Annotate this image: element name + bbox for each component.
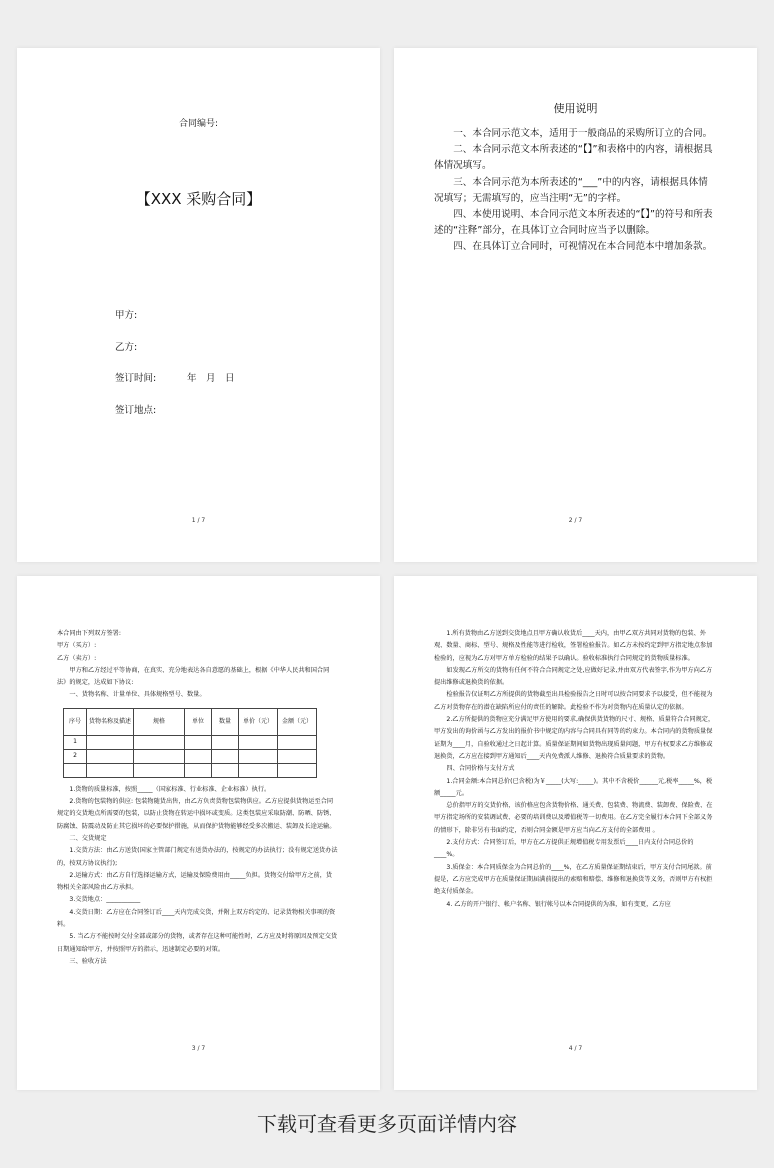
contract-paragraph: 1.合同金额:本合同总价(已含税)为￥_____(大写:_____)。其中不含税价______元,税率_____%，税额_____元。 [434,777,713,797]
table-cell [212,735,239,749]
table-cell [239,763,278,777]
contract-paragraph: 4.交货日期：乙方应在合同签订后____天内完成交货，并附上双方约定的、记录货物相关事项的资料。 [57,908,336,929]
intro-line: 本合同由下列双方签署: [57,630,121,637]
contract-paragraph: 2.运输方式：由乙方自行选择运输方式，运输及保险费用由_____负担。货物交付给甲方之前，货物相关全部风险由乙方承担。 [57,871,333,892]
table-header-cell: 规格 [134,708,185,735]
contract-paragraph: 检验报告仅证明乙方所提供的货物截至出具检验报告之日时可以按合同要求予以接受，但不能视为乙方对货物存在的潜在缺陷所应付的责任的解除。此检验不作为对货物内在质量认定的依据。 [434,691,713,711]
contract-paragraph: 2.货物的包装物的供应: 包装物随货出售，由乙方负责货物包装物供应。乙方应提供货物运至合同规定的交货地点所需要的包装，以防止货物在转运中损坏或变质。这类包装应采取防潮、防晒、防锈、防腐蚀、防震动及防止其它损坏的必要保护措施，从而保护货物能够经受多次搬运、装卸及长途运输。 [57,798,336,830]
page-1-cover [17,48,380,562]
download-more-prompt[interactable]: 下载可查看更多页面详情内容 [257,1112,517,1136]
table-cell [134,749,185,763]
instruction-paragraph: 三、本合同示范为本所表述的“___”中的内容，请根据具体情况填写；无需填写的，应当注明“无”的字样。 [434,176,708,204]
table-cell [134,763,185,777]
instructions-body [434,126,717,256]
table-cell [134,735,185,749]
section-heading: 一、货物名称、计量单位、具体规格型号、数量。 [69,691,206,699]
page-4-text [434,628,715,911]
table-cell [239,735,278,749]
contract-paragraph: 5. 当乙方不能按时交付全部或部分的货物，或者存在这种可能性时，乙方应及时将原因及预定交货日期通知给甲方，并按照甲方的指示，迅速制定必要的对策。 [57,933,338,953]
sign-place-label: 签订地点: [115,405,157,416]
contract-title: 【XXX 采购合同】 [135,190,262,208]
instructions-title: 使用说明 [553,102,598,115]
table-cell [185,749,212,763]
contract-paragraph: 如发现乙方所交的货物有任何不符合合同规定之处,应做好记录,并由双方代表签字,作为甲方向乙方提出维修或退换货的依据。 [434,666,713,687]
table-cell [278,735,317,749]
page-number: 1 / 7 [191,517,206,524]
contract-paragraph: 1.所有货物由乙方送到交货地点且甲方确认收货后____天内，由甲乙双方共同对货物的包装、外观、数量、商标、型号、规格及性能等进行检收，签署检验报告。如乙方未按约定到甲方指定地点参加检验的，应视为乙方对甲方单方检验的结果予以确认。验收标准执行合同规定的货物质量标准。 [434,630,713,662]
table-header-cell: 数量 [212,708,239,735]
table-cell [185,735,212,749]
table-header-cell: 序号 [64,708,87,735]
intro-line: 乙方（卖方）: [57,654,97,662]
contract-paragraph: 2.乙方所提供的货物应充分满足甲方使用的要求,确保供货货物的尺寸、规格、质量符合合同规定，甲方发出的询价函与乙方发出的报价书中规定的内容与合同具有同等的约束力。本合同内的货物质量保证期为____月，自验收通过之日起计算。质量保证期间如货物出现质量问题，甲方有权要求乙方维修或退换货，乙方应在接到甲方通知后____天内免费派人维修、退换符合质量要求的货物。 [434,716,715,760]
table-header-cell: 单位 [185,708,212,735]
contract-paragraph: 4. 乙方的开户银行、帐户名称、银行帐号以本合同提供的为准，如有变更，乙方应 [446,900,671,908]
page-3-text [57,628,338,968]
contract-paragraph: 3.质保金：本合同质保金为合同总价的____%，在乙方质量保证期结束后，甲方支付合同尾款。前提是，乙方应完成甲方在质量保证期届满前提出的索赔和赔偿、维修和退换货等义务，否则甲方有权拒绝支付质保金。 [434,863,713,896]
page-3-contract-body [17,576,380,1090]
section-heading: 四、合同价格与支付方式 [446,765,515,773]
table-cell [87,763,134,777]
section-heading: 二、交货规定 [69,834,107,842]
table-cell [212,749,239,763]
table-cell [87,735,134,749]
table-cell [278,763,317,777]
contract-paragraph: 总价指甲方的交货价格，该价格应包含货物价格、通关费、包装费、物流费、装卸费、保险费、在甲方指定场所的安装调试费、必要的培训费以及增值税等一切费用。在乙方完全履行本合同下全部义务的情形下，除非另有书面约定，否则合同金额是甲方应当向乙方支付的全部费用 。 [434,802,713,834]
goods-table [63,708,317,778]
table-cell [239,749,278,763]
page-number: 2 / 7 [568,517,583,524]
sign-time-label: 签订时间: [115,373,157,384]
table-cell: 2 [64,749,87,763]
table-cell [64,763,87,777]
contract-paragraph: 1.交货方法：由乙方送货(国家主管部门规定有送货办法的，按规定的办法执行；没有规定送货办法的，按双方协议执行); [57,847,338,867]
table-cell [87,749,134,763]
page-number: 4 / 7 [568,1045,583,1052]
table-header-row [64,708,317,735]
contract-number-label: 合同编号: [178,119,219,129]
contract-paragraph: 3.交货地点：___________ [69,896,141,904]
page-2-instructions [394,48,757,562]
table-header-cell: 货物名称及描述 [87,708,134,735]
table-row [64,735,317,749]
table-cell: 1 [64,735,87,749]
instruction-paragraph: 一、本合同示范文本，适用于一般商品的采购所订立的合同。 [453,128,713,139]
page-number: 3 / 7 [191,1045,206,1052]
agreement-paragraph: 甲方和乙方经过平等协商，在真实、充分地表达各自意愿的基础上，根据《中华人民共和国合同法》的规定，达成如下协议: [57,666,330,687]
table-row [64,749,317,763]
sign-date-placeholder: 年 月 日 [187,373,235,384]
table-cell [212,763,239,777]
party-a-label: 甲方: [115,310,138,321]
instruction-paragraph: 二、本合同示范文本所表述的“【】”和表格中的内容，请根据具体情况填写。 [434,144,713,172]
table-cell [278,749,317,763]
table-header-cell: 单价（元） [239,708,278,735]
party-b-label: 乙方: [115,342,138,353]
contract-paragraph: 1.货物的质量标准，按照_____（国家标准、行业标准、企业标准）执行。 [69,785,271,793]
instruction-paragraph: 四、在具体订立合同时，可视情况在本合同范本中增加条款。 [453,241,713,253]
page-4-contract-body [394,576,757,1090]
table-cell [185,763,212,777]
intro-line: 甲方（买方）: [57,642,97,650]
contract-paragraph: 2.支付方式：合同签订后，甲方在乙方提供正规增值税专用发票后____日内支付合同总价的____%。 [434,839,694,859]
section-heading: 三、验收方法 [69,957,107,965]
table-header-cell: 金额（元） [278,708,317,735]
table-row [64,763,317,777]
instruction-paragraph: 四、本使用说明、本合同示范文本所表述的“【】”的符号和所表述的“注释”部分，在具体订立合同时应当予以删除。 [434,209,713,237]
